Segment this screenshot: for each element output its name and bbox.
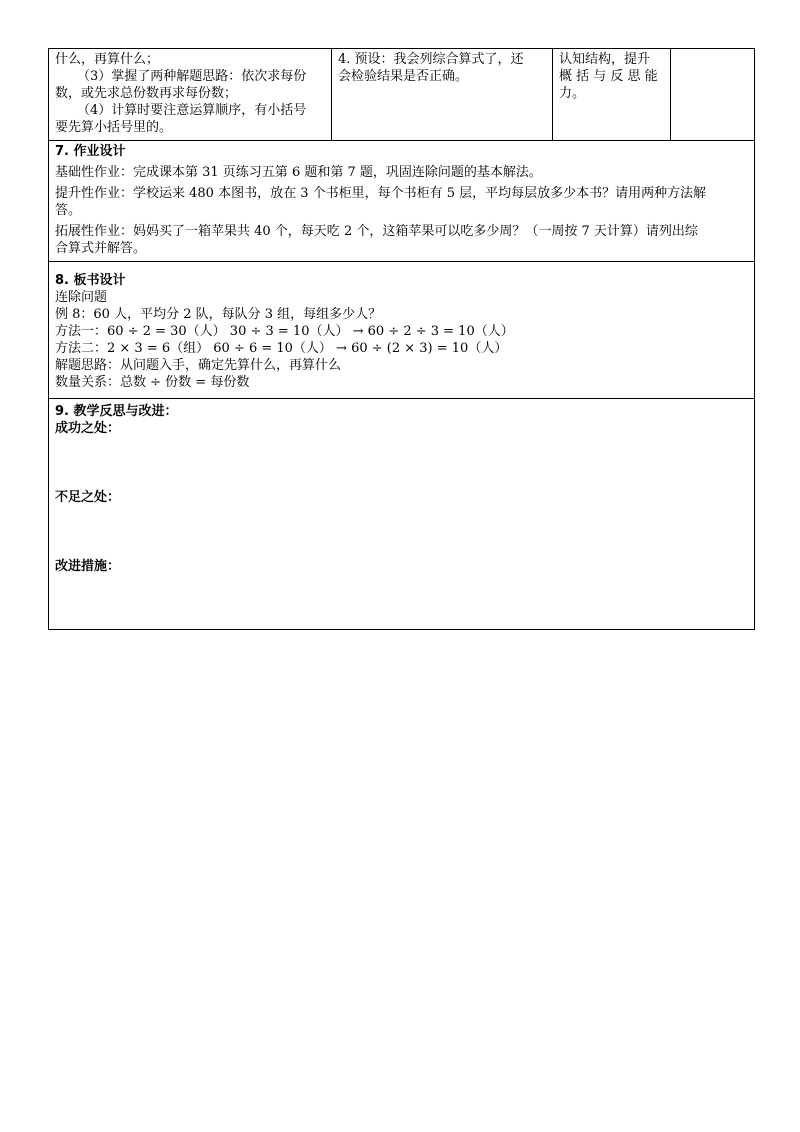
summary-line-5: 要先算小括号里的。 xyxy=(55,120,173,135)
homework-basic: 基础性作业：完成课本第 31 页练习五第 6 题和第 7 题，巩固连除问题的基本解法。 xyxy=(55,165,542,180)
activity-line-2: 会检验结果是否正确。 xyxy=(338,69,469,84)
board-example: 例 8：60 人，平均分 2 队，每队分 3 组，每组多少人？ xyxy=(55,307,382,322)
reflection-success-label: 成功之处： xyxy=(55,421,121,436)
summary-line-2: （3）掌握了两种解题思路：依次求每份 xyxy=(77,69,307,84)
lesson-plan-table xyxy=(48,48,755,630)
reflection-row xyxy=(49,399,755,630)
reflection-cell xyxy=(49,399,755,630)
board-relation: 数量关系：总数 ÷ 份数 = 每份数 xyxy=(55,375,250,390)
student-activity-cell xyxy=(332,49,553,141)
activity-line-1: 4. 预设：我会列综合算式了，还 xyxy=(338,52,524,67)
homework-cell xyxy=(49,141,755,262)
board-row xyxy=(49,262,755,399)
board-title: 连除问题 xyxy=(55,290,108,305)
intent-line-3: 力。 xyxy=(559,86,586,101)
summary-line-4: （4）计算时要注意运算顺序，有小括号 xyxy=(77,103,307,118)
reflection-improvement-label: 改进措施： xyxy=(55,559,121,574)
empty-cell xyxy=(671,49,755,141)
homework-heading: 7. 作业设计 xyxy=(55,144,126,159)
summary-cell xyxy=(49,49,332,141)
intent-line-2: 概 括 与 反 思 能 xyxy=(559,69,658,84)
board-thinking: 解题思路：从问题入手，确定先算什么，再算什么 xyxy=(55,358,342,373)
board-cell xyxy=(49,262,755,399)
board-heading: 8. 板书设计 xyxy=(55,273,126,288)
homework-extension-line-2: 合算式并解答。 xyxy=(55,241,147,256)
intent-line-1: 认知结构，提升 xyxy=(559,52,651,67)
reflection-shortcoming-label: 不足之处： xyxy=(55,490,121,505)
reflection-shortcoming-space xyxy=(55,506,748,558)
board-method-2: 方法二：2 × 3 = 6（组） 60 ÷ 6 = 10（人） → 60 ÷ (2 × 3) = 10（人） xyxy=(55,341,508,356)
reflection-heading: 9. 教学反思与改进： xyxy=(55,404,178,419)
design-intent-cell xyxy=(553,49,671,141)
homework-extension-line-1: 拓展性作业：妈妈买了一箱苹果共 40 个，每天吃 2 个，这箱苹果可以吃多少周？（一周按 7 天计算）请列出综 xyxy=(55,224,698,239)
reflection-success-space xyxy=(55,437,748,489)
homework-row xyxy=(49,141,755,262)
lesson-plan-page xyxy=(48,48,754,630)
homework-advanced-line-1: 提升性作业：学校运来 480 本图书，放在 3 个书柜里，每个书柜有 5 层，平均每层放多少本书？请用两种方法解 xyxy=(55,186,707,201)
homework-advanced-line-2: 答。 xyxy=(55,203,82,218)
summary-line-1: 什么，再算什么； xyxy=(55,52,160,67)
summary-line-3: 数，或先求总份数再求每份数； xyxy=(55,86,238,101)
board-method-1: 方法一：60 ÷ 2 = 30（人） 30 ÷ 3 = 10（人） → 60 ÷ 2 ÷ 3 = 10（人） xyxy=(55,324,514,339)
teaching-process-row xyxy=(49,49,755,141)
